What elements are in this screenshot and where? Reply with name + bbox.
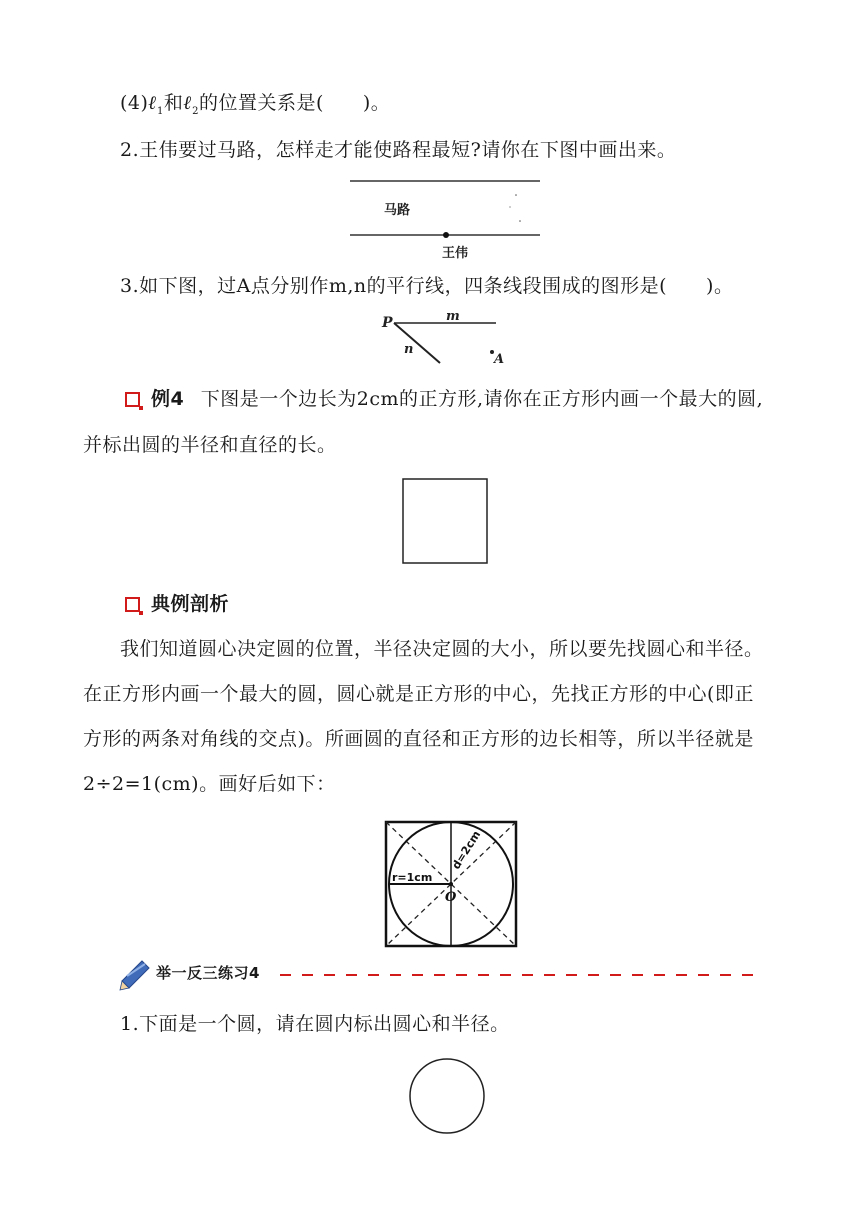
practice-circle-figure [403, 1052, 493, 1142]
label-p: P [382, 315, 393, 331]
l1-symbol: ℓ [148, 92, 158, 114]
parallel-lines-figure [380, 307, 520, 367]
q4-suffix: 的位置关系是( )。 [198, 92, 391, 114]
answer-figure [382, 818, 522, 948]
analysis-marker-icon [125, 597, 140, 612]
label-m: m [446, 309, 460, 324]
road-figure [348, 175, 548, 265]
person-label: 王伟 [442, 246, 469, 261]
center-point [449, 882, 453, 886]
radius-label: r=1cm [392, 871, 433, 884]
question-4 [120, 88, 390, 127]
diameter-label: d=2cm [449, 828, 484, 872]
l2-subscript: 2 [192, 105, 199, 117]
analysis-title: 典例剖析 [151, 593, 230, 615]
analysis-paragraph-line-4: 2÷2=1(cm)。画好后如下： [83, 773, 336, 795]
road-label: 马路 [384, 203, 411, 218]
l2-symbol: ℓ [183, 92, 193, 114]
q4-prefix: (4) [120, 92, 149, 114]
question-2: 2.王伟要过马路，怎样走才能使路程最短?请你在下图中画出来。 [120, 139, 677, 161]
square-figure [396, 472, 496, 572]
wang-wei-point [443, 232, 449, 238]
center-label: O [445, 890, 457, 905]
question-3: 3.如下图，过A点分别作m,n的平行线，四条线段围成的图形是( )。 [120, 275, 734, 297]
practice-circle [410, 1059, 484, 1133]
analysis-paragraph-line-1: 我们知道圆心决定圆的位置，半径决定圆的大小，所以要先找圆心和半径。 [120, 638, 764, 660]
line-n [394, 323, 440, 363]
practice-title: 举一反三练习4 [156, 964, 260, 982]
example-4-line-1 [151, 384, 763, 414]
pencil-icon [118, 957, 154, 987]
l1-subscript: 1 [157, 105, 164, 117]
analysis-paragraph-line-2: 在正方形内画一个最大的圆，圆心就是正方形的中心，先找正方形的中心(即正 [83, 683, 754, 705]
example-4-title: 例4 [151, 388, 185, 410]
square [403, 479, 487, 563]
label-n: n [404, 342, 414, 357]
analysis-paragraph-line-3: 方形的两条对角线的交点)。所画圆的直径和正方形的边长相等，所以半径就是 [83, 728, 754, 750]
q4-and: 和 [163, 92, 184, 114]
example-4-marker-icon [125, 392, 140, 407]
example-4-line-2: 并标出圆的半径和直径的长。 [83, 434, 337, 456]
practice-question-1: 1.下面是一个圆，请在圆内标出圆心和半径。 [120, 1013, 510, 1035]
example-4-text: 下图是一个边长为2cm的正方形,请你在正方形内画一个最大的圆, [200, 388, 764, 410]
practice-dashed-rule [280, 973, 760, 979]
label-a: A [494, 352, 505, 367]
